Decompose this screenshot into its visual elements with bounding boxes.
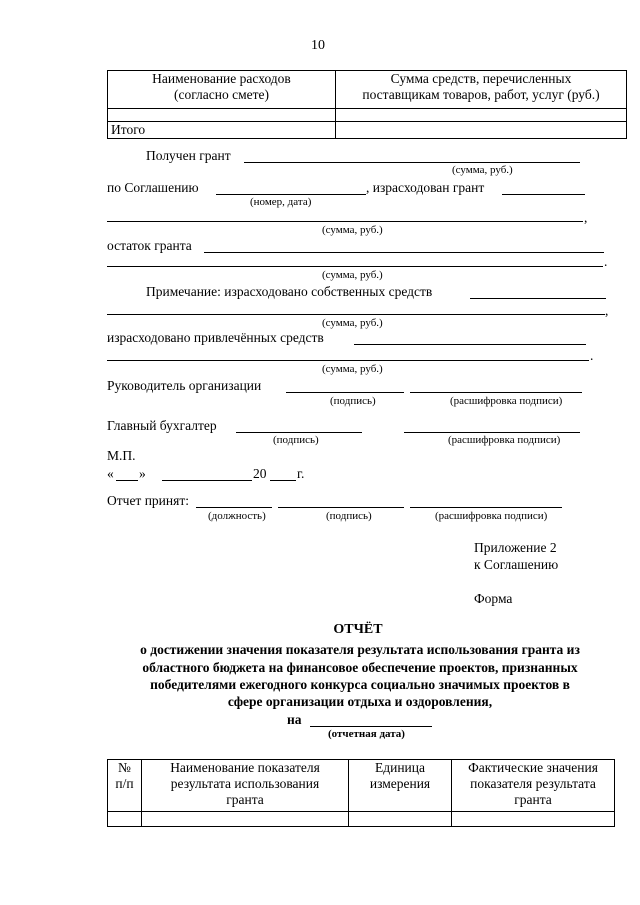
date-close-quote: » <box>139 466 146 481</box>
grant-spent-label: , израсходован грант <box>366 180 485 195</box>
stamp-label: М.П. <box>107 448 136 463</box>
month-line <box>162 480 252 481</box>
accepted-position-line <box>196 507 272 508</box>
table-cell <box>108 109 336 122</box>
appendix-line1: Приложение 2 <box>474 540 557 555</box>
accepted-label: Отчет принят: <box>107 493 189 508</box>
indicators-table <box>107 759 615 827</box>
grant-spent-line <box>502 194 585 195</box>
sum-caption: (сумма, руб.) <box>322 363 383 375</box>
decode-caption: (расшифровка подписи) <box>450 395 563 407</box>
expenses-header-name <box>108 71 336 109</box>
indicators-header-unit <box>349 760 452 812</box>
attracted-funds-line <box>354 344 586 345</box>
header-text: Наименование расходов <box>152 71 291 86</box>
header-text: измерения <box>369 776 431 792</box>
report-on-label: на <box>287 712 302 727</box>
header-text: Сумма средств, перечисленных <box>390 71 572 86</box>
sum-caption: (сумма, руб.) <box>322 224 383 236</box>
report-date-line <box>310 726 432 727</box>
indicators-header-name <box>142 760 349 812</box>
remainder-sum-line <box>107 266 603 267</box>
year-prefix: 20 <box>253 466 267 481</box>
grant-received-label: Получен грант <box>146 148 231 163</box>
year-line <box>270 480 296 481</box>
header-text: п/п <box>115 776 134 792</box>
report-subtitle-line4: сфере организации отдыха и оздоровления, <box>227 694 493 709</box>
attracted-funds-sum-line <box>107 360 589 361</box>
expenses-table <box>107 70 627 139</box>
period: . <box>604 254 608 269</box>
header-text: гранта <box>226 792 264 808</box>
form-label: Форма <box>474 591 513 606</box>
remainder-label: остаток гранта <box>107 238 192 253</box>
day-line <box>116 480 138 481</box>
total-label: Итого <box>108 122 336 139</box>
attracted-funds-label: израсходовано привлечённых средств <box>107 330 324 345</box>
report-date-caption: (отчетная дата) <box>328 728 405 740</box>
signature-caption: (подпись) <box>326 510 372 522</box>
grant-spent-sum-line <box>107 221 583 222</box>
report-subtitle-line1: о достижении значения показателя результата использования гранта из <box>140 642 580 657</box>
comma: , <box>584 210 588 225</box>
table-cell <box>452 812 615 827</box>
accountant-signature-line <box>236 432 362 433</box>
own-funds-line <box>470 298 606 299</box>
appendix-line2: к Соглашению <box>474 557 559 572</box>
header-text: Единица <box>374 760 425 775</box>
remainder-line <box>204 252 604 253</box>
head-decode-line <box>410 392 582 393</box>
accountant-decode-line <box>404 432 580 433</box>
decode-caption: (расшифровка подписи) <box>435 510 548 522</box>
report-title: ОТЧЁТ <box>333 622 383 637</box>
date-open-quote: « <box>107 466 114 481</box>
sum-caption: (сумма, руб.) <box>452 164 513 176</box>
header-text: № <box>118 760 131 775</box>
table-cell <box>336 109 627 122</box>
header-text: Фактические значения <box>468 760 598 775</box>
report-subtitle-line2: областного бюджета на финансовое обеспечение проектов, признанных <box>142 660 578 675</box>
table-cell <box>336 122 627 139</box>
table-cell <box>142 812 349 827</box>
head-label: Руководитель организации <box>107 378 262 393</box>
sum-caption: (сумма, руб.) <box>322 317 383 329</box>
indicators-header-number <box>108 760 142 812</box>
indicators-header-actual <box>452 760 615 812</box>
year-suffix: г. <box>297 466 305 481</box>
header-text: поставщикам товаров, работ, услуг (руб.) <box>362 87 600 103</box>
accountant-label: Главный бухгалтер <box>107 418 217 433</box>
grant-sum-line <box>244 162 580 163</box>
header-text: результата использования <box>170 776 320 792</box>
number-date-caption: (номер, дата) <box>250 196 312 208</box>
agreement-label: по Соглашению <box>107 180 199 195</box>
page-number: 10 <box>311 38 325 53</box>
sum-caption: (сумма, руб.) <box>322 269 383 281</box>
head-signature-line <box>286 392 404 393</box>
signature-caption: (подпись) <box>330 395 376 407</box>
accepted-decode-line <box>410 507 562 508</box>
signature-caption: (подпись) <box>273 434 319 446</box>
own-funds-label: Примечание: израсходовано собственных средств <box>146 284 433 299</box>
decode-caption: (расшифровка подписи) <box>448 434 561 446</box>
own-funds-sum-line <box>107 314 605 315</box>
header-text: (согласно смете) <box>173 87 270 103</box>
position-caption: (должность) <box>208 510 266 522</box>
accepted-signature-line <box>278 507 404 508</box>
report-subtitle-line3: победителями ежегодного конкурса социально значимых проектов в <box>150 677 570 692</box>
comma: , <box>605 303 609 318</box>
header-text: гранта <box>514 792 552 808</box>
table-cell <box>108 812 142 827</box>
header-text: показателя результата <box>470 776 596 792</box>
period: . <box>590 348 594 363</box>
expenses-header-sum <box>336 71 627 109</box>
agreement-line <box>216 194 366 195</box>
header-text: Наименование показателя <box>170 760 320 775</box>
table-cell <box>349 812 452 827</box>
